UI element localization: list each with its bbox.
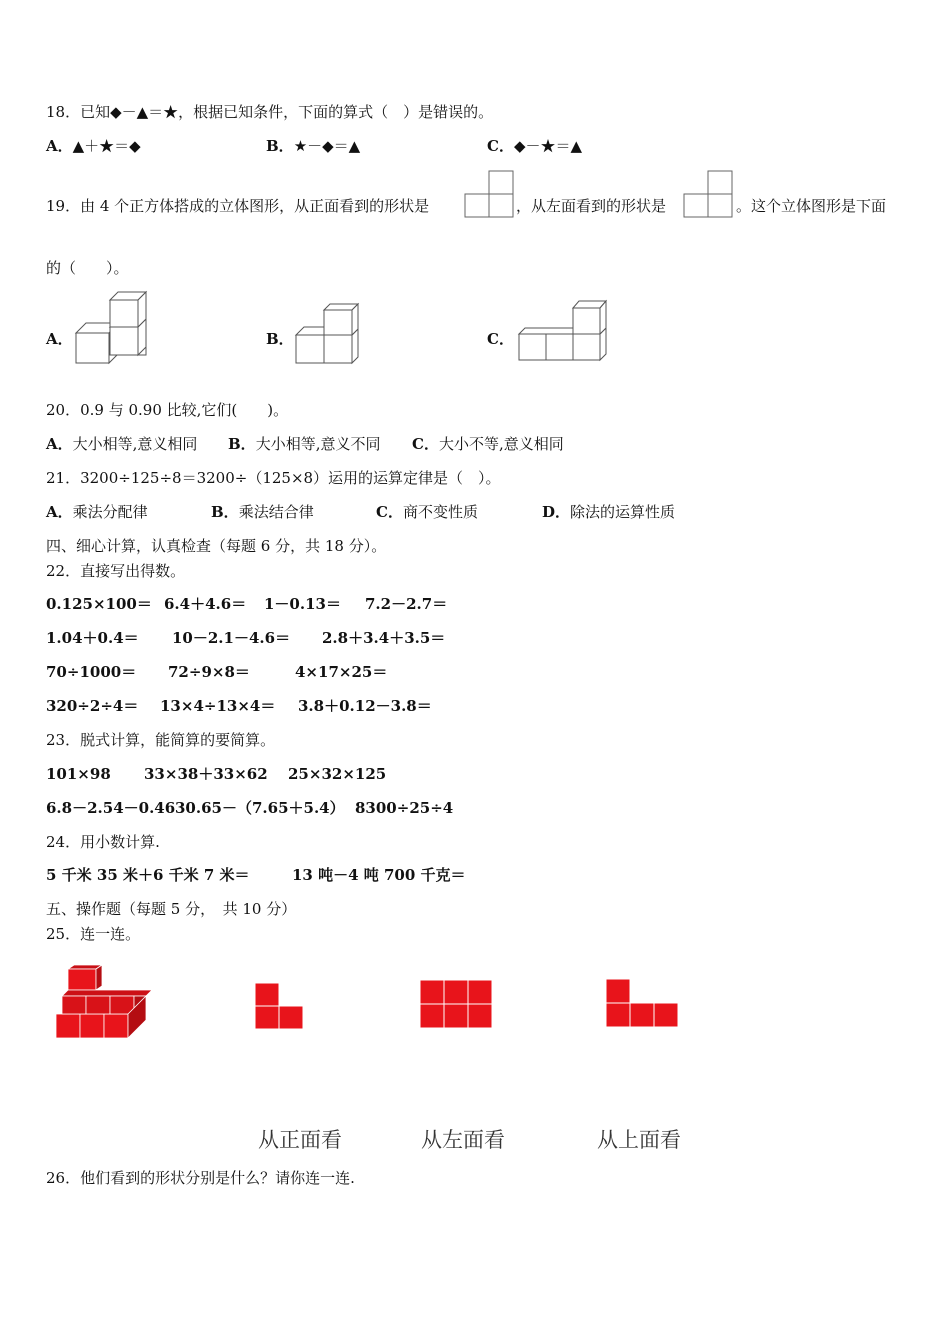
option-text: ★－◆＝▲ (293, 137, 361, 155)
q23-stem: 23．脱式计算，能简算的要简算。 (46, 731, 276, 749)
label-left-view[interactable]: 从左面看 (421, 1128, 505, 1152)
calc-item: 33×38＋33×62 (144, 765, 268, 783)
option-text: 大小相等,意义不同 (255, 435, 381, 453)
calc-item: 0.125×100＝ (46, 595, 152, 613)
calc-item: 13 吨－4 吨 700 千克＝ (292, 866, 466, 884)
q22-stem: 22．直接写出得数。 (46, 562, 186, 580)
q19-option-c-figure[interactable] (516, 298, 608, 364)
q24-stem: 24．用小数计算. (46, 833, 160, 851)
option-letter: B． (266, 137, 294, 155)
option-letter: B． (228, 435, 256, 453)
calc-item: 2.8＋3.4＋3.5＝ (322, 629, 446, 647)
front-view-figure (463, 170, 515, 218)
q19-line2: 的（ ）。 (46, 259, 129, 277)
calc-item: 10－2.1－4.6＝ (172, 629, 291, 647)
option-text: ◆－★＝▲ (513, 137, 583, 155)
option-text: 大小不等,意义相同 (438, 435, 564, 453)
option-text: 乘法结合律 (238, 503, 314, 521)
option-text: 除法的运算性质 (570, 503, 676, 521)
q19-part3: 。这个立体图形是下面 (736, 197, 887, 215)
calc-item: 6.4＋4.6＝ (164, 595, 247, 613)
calc-item: 5 千米 35 米＋6 千米 7 米＝ (46, 866, 250, 884)
label-top-view[interactable]: 从上面看 (597, 1128, 681, 1152)
section-5-heading: 五、操作题（每题 5 分， 共 10 分） (46, 900, 297, 918)
calc-item: 13×4÷13×4＝ (160, 697, 276, 715)
option-letter: C． (376, 503, 403, 521)
option-text: 大小相等,意义相同 (72, 435, 198, 453)
q20-option-c[interactable] (412, 434, 564, 454)
option-text: 商不变性质 (402, 503, 478, 521)
calc-item: 320÷2÷4＝ (46, 697, 139, 715)
option-letter: D． (542, 503, 571, 521)
q21-option-b[interactable] (211, 502, 314, 522)
q21-stem: 21．3200÷125÷8＝3200÷（125×8）运用的运算定律是（ ）。 (46, 469, 501, 487)
q20-option-b[interactable] (228, 434, 380, 454)
q19-option-a-figure[interactable] (74, 290, 150, 366)
calc-item: 25×32×125 (288, 765, 387, 783)
q19-option-a-letter[interactable]: A． (46, 330, 73, 348)
option-letter: A． (46, 503, 73, 521)
q20-option-a[interactable] (46, 434, 197, 454)
option-letter: A． (46, 435, 73, 453)
calc-item: 70÷1000＝ (46, 663, 137, 681)
q26-stem: 26．他们看到的形状分别是什么？请你连一连. (46, 1169, 355, 1187)
q18-option-a[interactable] (46, 136, 141, 156)
red-cube-solid[interactable] (52, 965, 152, 1040)
q25-stem: 25．连一连。 (46, 925, 141, 943)
calc-item: 6.8－2.54－0.46 (46, 799, 176, 817)
calc-item: 3.8＋0.12－3.8＝ (298, 697, 432, 715)
calc-item: 4×17×25＝ (295, 663, 388, 681)
section-4-heading: 四、细心计算，认真检查（每题 6 分，共 18 分）。 (46, 537, 387, 555)
calc-item: 1.04＋0.4＝ (46, 629, 139, 647)
option-letter: A． (46, 137, 73, 155)
calc-item: 30.65－（7.65＋5.4） (175, 799, 345, 817)
calc-item: 72÷9×8＝ (168, 663, 250, 681)
q19-option-b-figure[interactable] (294, 302, 360, 368)
option-letter: C． (412, 435, 439, 453)
q19-option-b-letter[interactable]: B． (266, 330, 294, 348)
calc-item: 101×98 (46, 765, 111, 783)
q21-option-a[interactable] (46, 502, 148, 522)
q21-option-d[interactable] (542, 502, 675, 522)
red-shape-l[interactable] (254, 982, 306, 1032)
q19-part2: ，从左面看到的形状是 (516, 197, 667, 215)
q18-option-b[interactable] (266, 136, 360, 156)
red-shape-2x3[interactable] (419, 979, 495, 1031)
q18-stem: 18．已知◆－▲＝★，根据已知条件，下面的算式（ ）是错误的。 (46, 103, 494, 121)
calc-item: 7.2－2.7＝ (365, 595, 448, 613)
calc-item: 8300÷25÷4 (355, 799, 454, 817)
option-letter: B． (211, 503, 239, 521)
calc-item: 1－0.13＝ (264, 595, 341, 613)
option-letter: C． (487, 137, 514, 155)
option-text: ▲＋★＝◆ (72, 137, 141, 155)
q19-part1: 19．由 4 个正方体搭成的立体图形，从正面看到的形状是 (46, 197, 430, 215)
option-text: 乘法分配律 (72, 503, 148, 521)
q20-stem: 20．0.9 与 0.90 比较,它们( )。 (46, 401, 289, 419)
q21-option-c[interactable] (376, 502, 478, 522)
q19-option-c-letter[interactable]: C． (487, 330, 514, 348)
red-shape-l-wide[interactable] (605, 978, 683, 1030)
label-front-view[interactable]: 从正面看 (258, 1128, 342, 1152)
q18-option-c[interactable] (487, 136, 582, 156)
left-view-figure (682, 170, 734, 218)
